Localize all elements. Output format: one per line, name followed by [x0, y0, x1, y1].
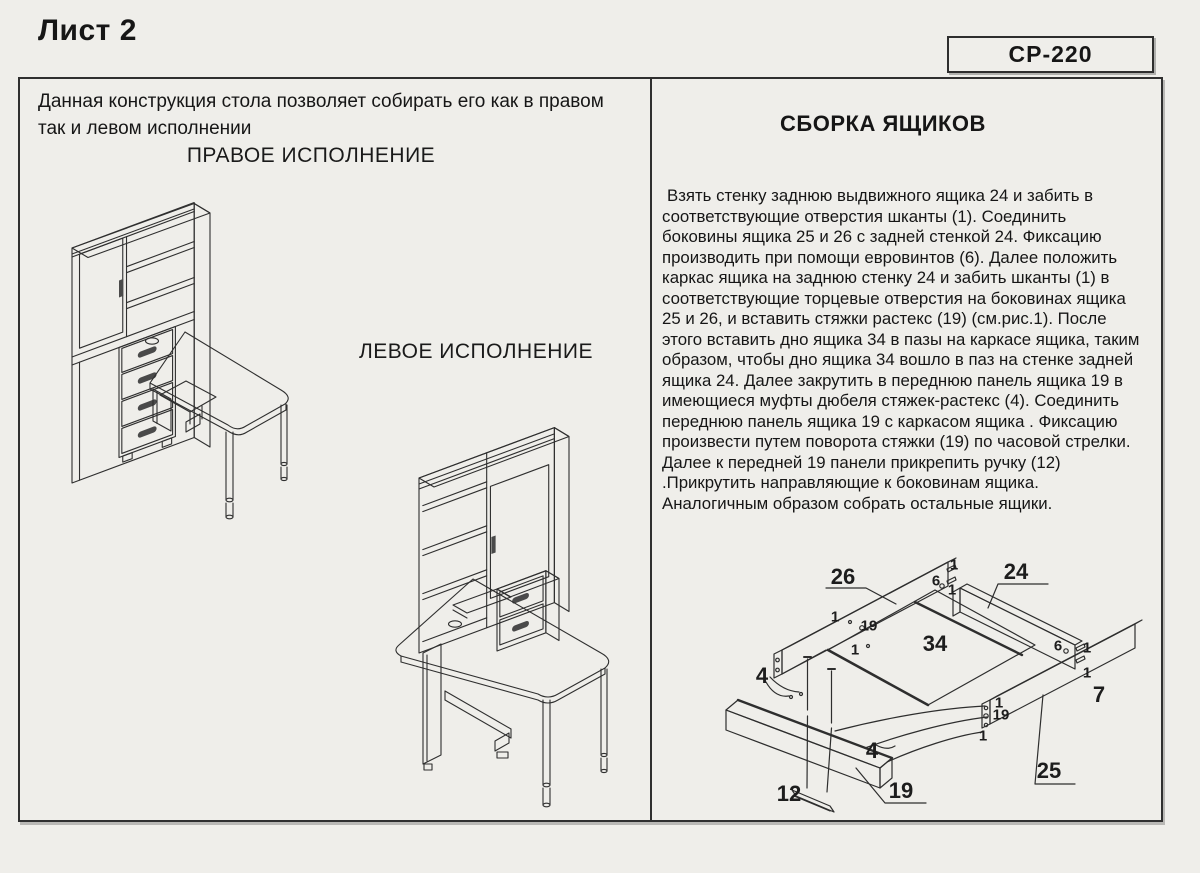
part-callout-1: 1 [949, 556, 959, 574]
part-callout-34: 34 [922, 631, 948, 656]
part-callout-25: 25 [1036, 758, 1062, 783]
part-callout-19: 19 [888, 778, 914, 803]
part-callout-7: 7 [1092, 682, 1106, 707]
part-callout-1: 1 [978, 727, 988, 745]
assembly-heading: СБОРКА ЯЩИКОВ [780, 111, 986, 136]
part-callout-19: 19 [860, 617, 878, 635]
intro-text: Данная конструкция стола позволяет собирать его как в правом так и левом исполнении [38, 91, 604, 139]
part-callout-12: 12 [776, 781, 802, 806]
assembly-instructions: Взять стенку заднюю выдвижного ящика 24 и забить в соответствующие отверстия шканты (1). Соединить боковины ящика 25 и 26 с задней стенкой 24. Фиксацию производить при помощи евровинтов (6). Далее положить каркас ящика на заднюю стенку 24 и забить шканты (1) в соответствующие торцевые отверстия на боковинах ящика 25 и 26, и вставить стяжки растекс (19) (см.рис.1). После этого вставить дно ящика 34 в пазы на каркасе ящика, таким образом, чтобы дно ящика 34 вошло в паз на стенке задней ящика 24. Далее закрутить в переднюю панель ящика 19 в имеющиеся муфты дюбеля стяжек-растекс (4). Соединить переднюю панель ящика 19 с каркасом ящика . Фиксацию произвести путем поворота стяжки (19) по часовой стрелки. Далее к передней 19 панели прикрепить ручку (12) .Прикрутить направляющие к боковинам ящика. Аналогичным образом собрать остальные ящики. [662, 186, 1140, 513]
right-version-heading: ПРАВОЕ ИСПОЛНЕНИЕ [186, 144, 436, 167]
part-callout-6: 6 [931, 572, 941, 590]
part-callout-4: 4 [755, 663, 769, 688]
model-code-box [947, 36, 1154, 73]
part-callout-1: 1 [850, 641, 860, 659]
part-callout-1: 1 [994, 694, 1004, 712]
part-callout-1: 1 [1082, 639, 1092, 657]
part-callout-6: 6 [1053, 637, 1063, 655]
part-callout-26: 26 [830, 564, 856, 589]
part-callout-1: 1 [1082, 664, 1092, 682]
drawer-diagram-callouts [680, 540, 1160, 830]
left-version-drawing [385, 403, 655, 818]
sheet-title: Лист 2 [38, 14, 137, 47]
part-callout-1: 1 [947, 581, 957, 599]
part-callout-24: 24 [1003, 559, 1029, 584]
part-callout-19: 19 [992, 706, 1010, 724]
right-version-drawing [40, 183, 360, 523]
part-callout-1: 1 [830, 608, 840, 626]
left-version-heading: ЛЕВОЕ ИСПОЛНЕНИЕ [359, 340, 593, 363]
drawer-assembly-diagram [680, 540, 1160, 830]
model-code: СР-220 [1008, 41, 1093, 67]
part-callout-4: 4 [865, 738, 879, 763]
